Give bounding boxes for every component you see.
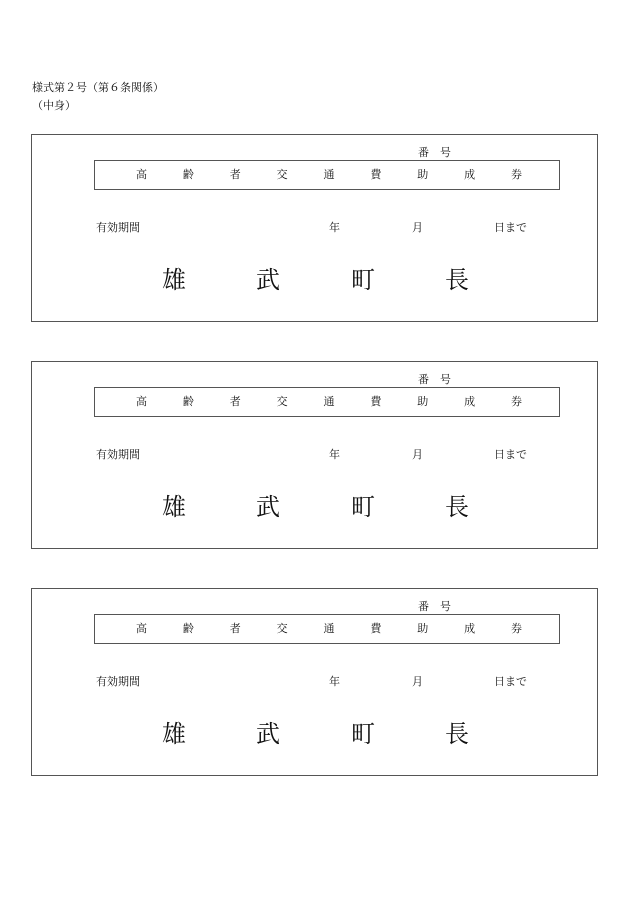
ticket-title-char: 券	[511, 395, 522, 408]
issuer-char: 町	[351, 493, 375, 521]
ticket-title-char: 成	[464, 168, 476, 181]
issuer-char: 町	[351, 720, 375, 748]
validity-until-label: 日まで	[494, 675, 527, 688]
issuer-char: 雄	[162, 266, 186, 294]
ticket-title-char: 齢	[182, 168, 194, 181]
issuer-row	[32, 719, 597, 749]
ticket-title-box	[94, 387, 560, 417]
validity-row	[32, 448, 597, 462]
issuer-char: 長	[445, 266, 469, 294]
ticket-title-char: 券	[511, 622, 522, 635]
ticket-title-char: 成	[464, 622, 476, 635]
ticket	[31, 134, 598, 322]
form-heading: 様式第２号（第６条関係）	[32, 81, 164, 94]
ticket-title-char: 通	[323, 168, 335, 181]
validity-row	[32, 221, 597, 235]
ticket-title-char: 助	[417, 395, 429, 408]
ticket-number-label: 番号	[418, 600, 462, 613]
validity-month-label: 月	[412, 221, 423, 234]
validity-until-label: 日まで	[494, 448, 527, 461]
validity-year-label: 年	[329, 448, 340, 461]
ticket-title-char: 費	[370, 395, 382, 408]
form-subheading: （中身）	[32, 99, 76, 112]
ticket-title-box	[94, 160, 560, 190]
ticket-title-char: 齢	[182, 622, 194, 635]
ticket	[31, 361, 598, 549]
ticket-title-char: 者	[229, 622, 241, 635]
issuer-char: 町	[351, 266, 375, 294]
issuer-char: 武	[256, 493, 280, 521]
validity-row	[32, 675, 597, 689]
ticket-title-char: 高	[136, 395, 147, 408]
issuer-char: 武	[256, 720, 280, 748]
ticket-title-char: 券	[511, 168, 522, 181]
issuer-char: 雄	[162, 720, 186, 748]
ticket-number-label: 番号	[418, 146, 462, 159]
ticket-number-label: 番号	[418, 373, 462, 386]
validity-year-label: 年	[329, 675, 340, 688]
validity-label: 有効期間	[96, 448, 140, 461]
ticket-title-char: 高	[136, 168, 147, 181]
issuer-row	[32, 492, 597, 522]
validity-until-label: 日まで	[494, 221, 527, 234]
ticket-title-char: 成	[464, 395, 476, 408]
ticket-title-char: 交	[276, 395, 288, 408]
ticket	[31, 588, 598, 776]
ticket-title-char: 通	[323, 395, 335, 408]
ticket-title-char: 費	[370, 622, 382, 635]
ticket-title-char: 者	[229, 395, 241, 408]
ticket-title-char: 高	[136, 622, 147, 635]
ticket-title-char: 費	[370, 168, 382, 181]
issuer-char: 長	[445, 493, 469, 521]
ticket-title-char: 交	[276, 622, 288, 635]
issuer-char: 武	[256, 266, 280, 294]
ticket-title-char: 者	[229, 168, 241, 181]
ticket-title-char: 助	[417, 622, 429, 635]
validity-label: 有効期間	[96, 221, 140, 234]
ticket-title-char: 齢	[182, 395, 194, 408]
ticket-title-char: 交	[276, 168, 288, 181]
validity-month-label: 月	[412, 448, 423, 461]
issuer-row	[32, 265, 597, 295]
ticket-title-char: 助	[417, 168, 429, 181]
issuer-char: 長	[445, 720, 469, 748]
validity-month-label: 月	[412, 675, 423, 688]
issuer-char: 雄	[162, 493, 186, 521]
validity-label: 有効期間	[96, 675, 140, 688]
ticket-title-box	[94, 614, 560, 644]
validity-year-label: 年	[329, 221, 340, 234]
ticket-title-char: 通	[323, 622, 335, 635]
